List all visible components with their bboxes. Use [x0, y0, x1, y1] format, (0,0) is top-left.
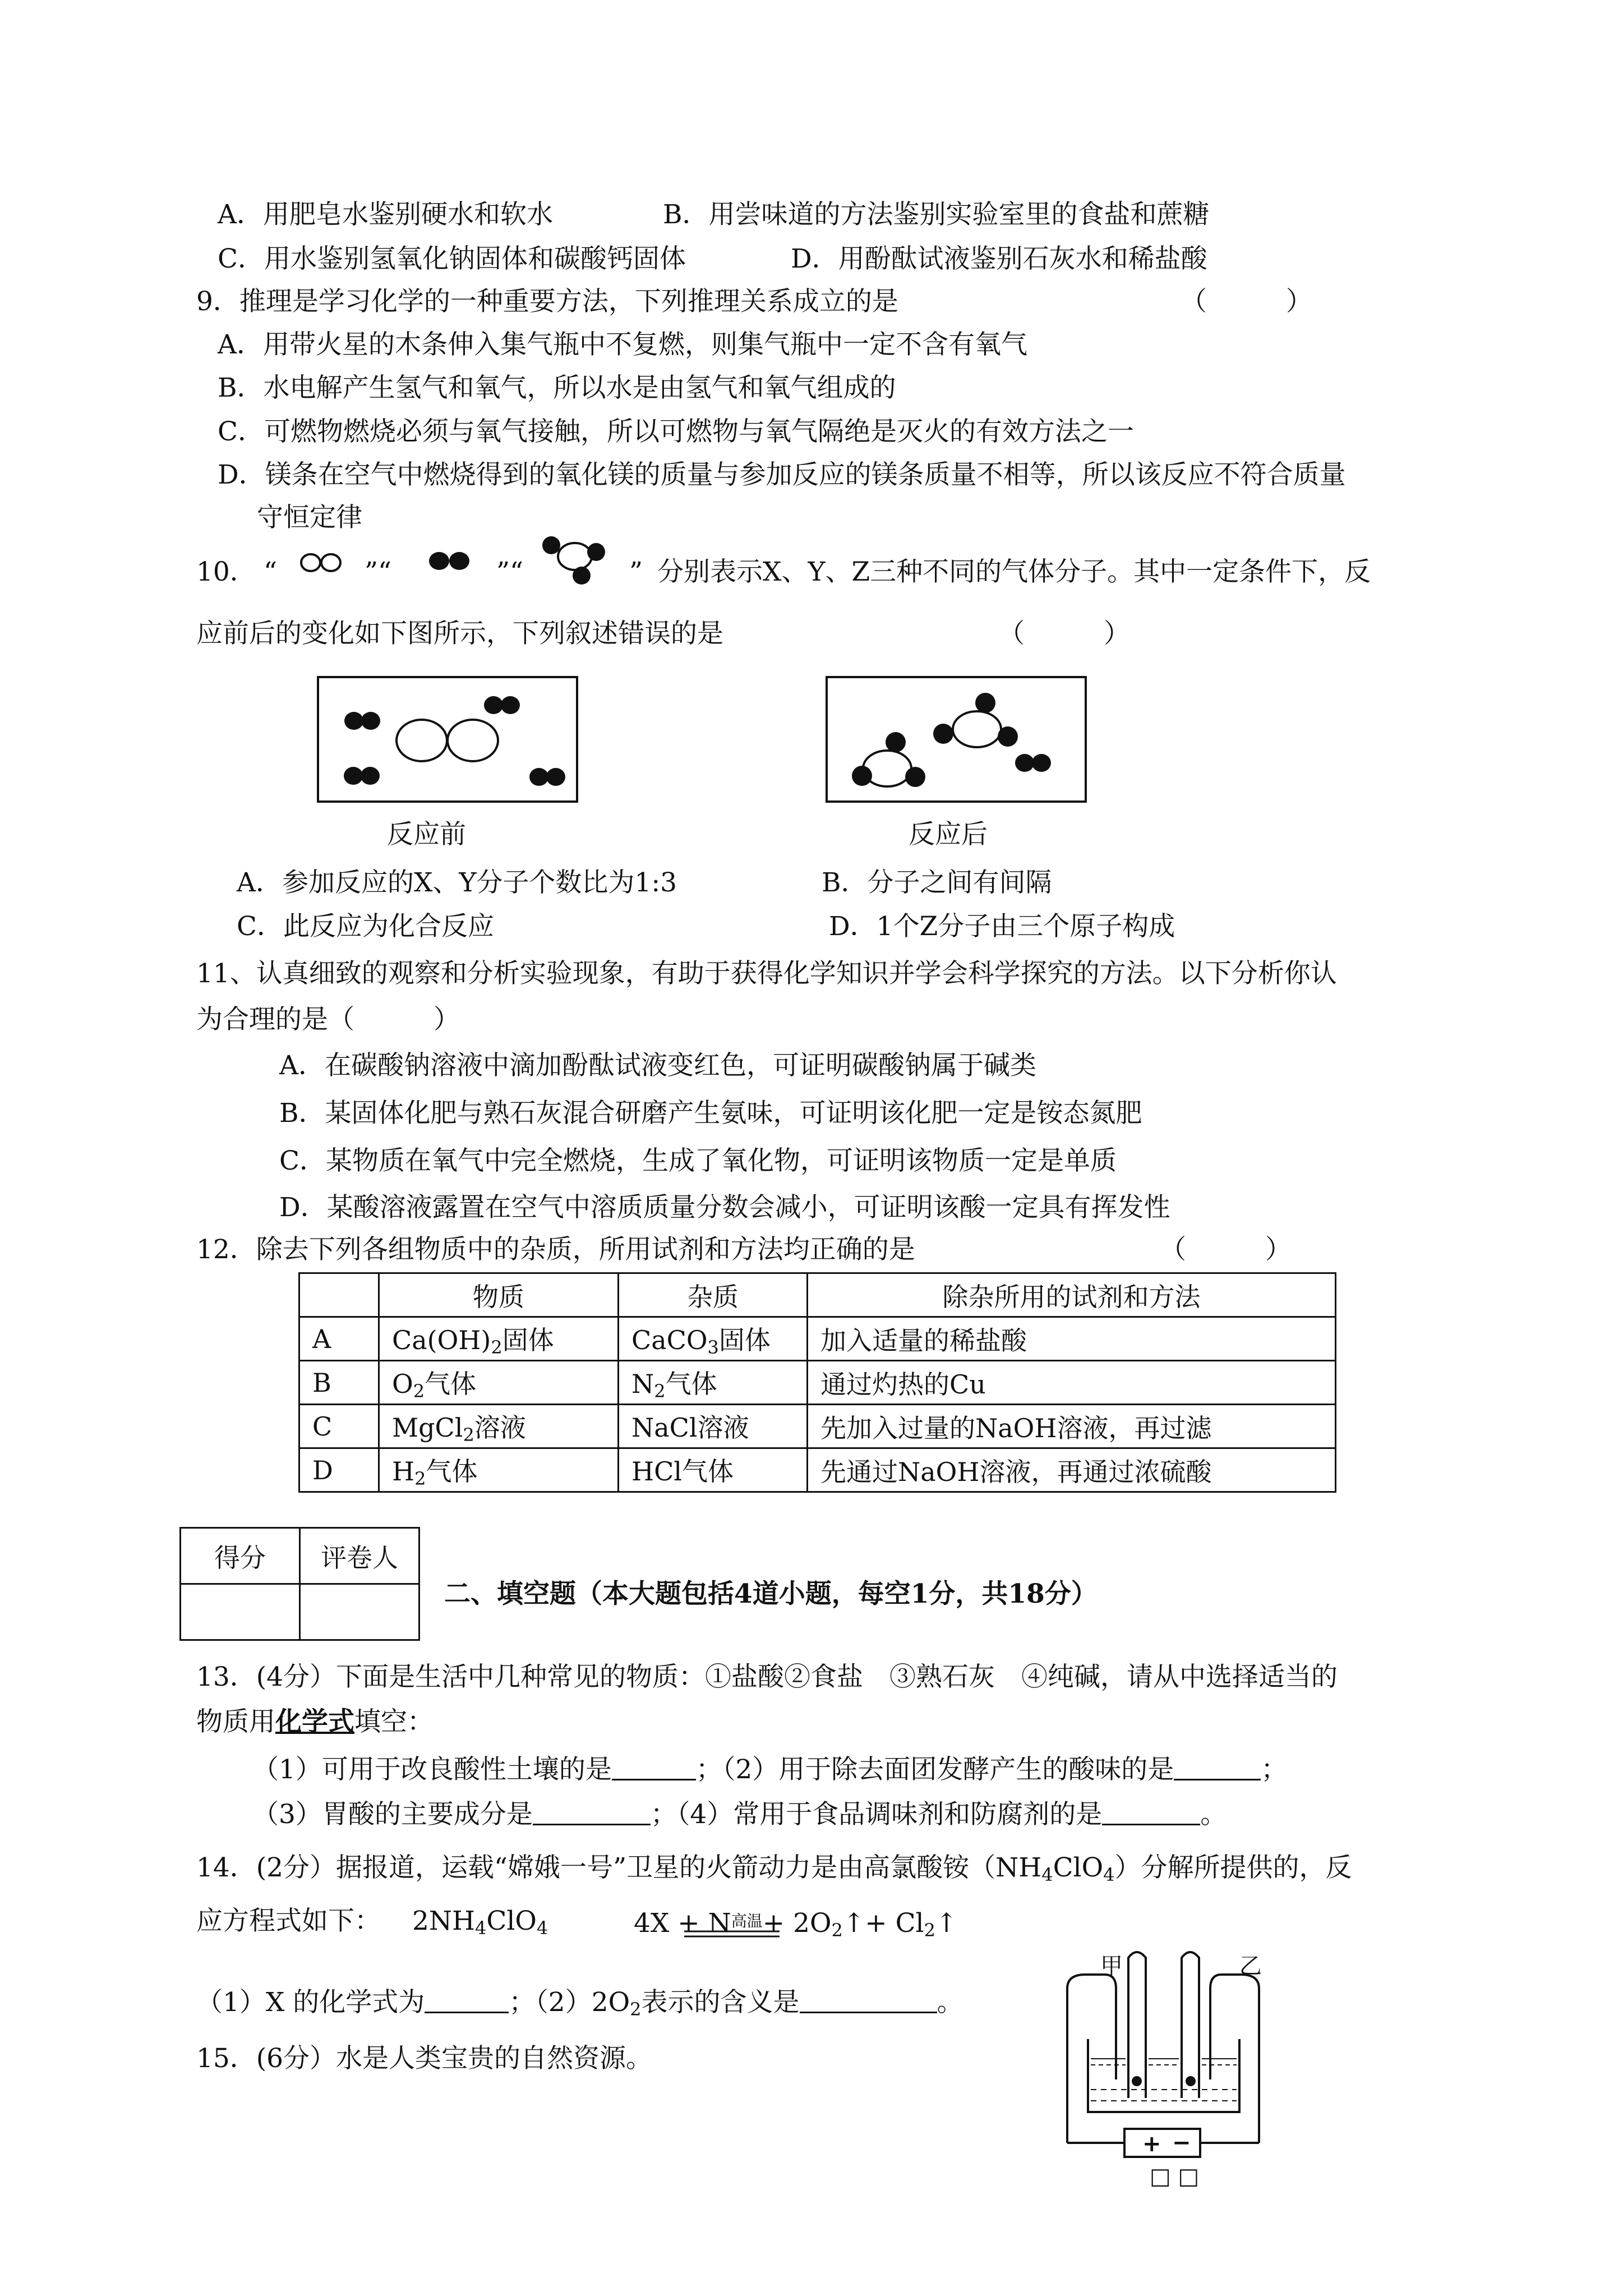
q11-option-d: D．某酸溶液露置在空气中溶质质量分数会减小，可证明该酸一定具有挥发性	[279, 1192, 1170, 1223]
q9-option-d-line2: 守恒定律	[257, 502, 362, 533]
q10-quote-open: “	[264, 556, 278, 587]
method-cell: 先加入过量的NaOH溶液，再过滤	[808, 1405, 1336, 1448]
score-box	[179, 1527, 420, 1641]
tube-label-yi: 乙	[1239, 1953, 1262, 1979]
q11-option-a: A．在碳酸钠溶液中滴加酚酞试液变红色，可证明碳酸钠属于碱类	[279, 1050, 1036, 1081]
impurity-cell: NaCl溶液	[619, 1405, 808, 1448]
q13-line2: （3）胃酸的主要成分是 ；（4）常用于食品调味剂和防腐剂的是 。	[252, 1799, 1227, 1830]
grader-label: 评卷人	[300, 1528, 419, 1584]
score-cell[interactable]	[181, 1584, 300, 1640]
answer-blank-6[interactable]	[800, 1989, 937, 2013]
substance-cell: $H_2$气体	[379, 1448, 619, 1492]
reaction-after-diagram	[826, 676, 1088, 804]
table-row	[299, 1448, 1336, 1492]
q14-stem-line2: 应方程式如下：	[196, 1906, 381, 1936]
q10-number: 10．	[196, 556, 256, 587]
q8-option-b: B．用尝味道的方法鉴别实验室里的食盐和蔗糖	[663, 199, 1210, 230]
equation-double-line	[684, 1930, 780, 1939]
q9-option-b: B．水电解产生氢气和氧气，所以水是由氢气和氧气组成的	[218, 372, 896, 403]
q10-option-a: A．参加反应的X、Y分子个数比为1:3	[237, 867, 677, 898]
q13-stem-line1: 13．(4分）下面是生活中几种常见的物质：①盐酸②食盐 ③熟石灰 ④纯碱，请从中选择适当的	[196, 1662, 1338, 1692]
score-label: 得分	[181, 1528, 300, 1584]
q8-option-c: C．用水鉴别氢氧化钠固体和碳酸钙固体	[218, 243, 686, 274]
q14-stem-line1: 14．(2分）据报道，运载“嫦娥一号”卫星的火箭动力是由高氯酸铵$(NH_4ClO_4)$分解所提供的，反	[196, 1852, 1352, 1885]
q15-stem: 15．(6分）水是人类宝贵的自然资源。	[196, 2043, 653, 2074]
q9-answer-paren: （ ）	[1181, 286, 1312, 317]
battery-minus: −	[1172, 2130, 1191, 2156]
answer-blank-1[interactable]	[612, 1756, 696, 1780]
caption-before: 反应前	[387, 819, 466, 850]
row-key: B	[299, 1361, 379, 1405]
equation-left: $2NH_4ClO_4$	[412, 1906, 548, 1939]
q10-option-d: D．1个Z分子由三个原子构成	[829, 911, 1175, 942]
table-row	[299, 1361, 1336, 1405]
x-molecule-icon	[296, 549, 347, 577]
impurity-cell: HCl气体	[619, 1448, 808, 1492]
tube-label-jia: 甲	[1100, 1953, 1123, 1979]
answer-blank-2[interactable]	[1174, 1756, 1261, 1780]
reaction-before-diagram	[317, 676, 579, 804]
q10-answer-paren: （ ）	[998, 618, 1130, 649]
answer-blank-3[interactable]	[533, 1801, 651, 1825]
q10-quote-close: ”	[629, 556, 643, 587]
q10-option-c: C．此反应为化合反应	[237, 911, 494, 942]
q12-stem: 12．除去下列各组物质中的杂质，所用试剂和方法均正确的是	[196, 1234, 915, 1265]
equation-right: $4X + N^{高温}+$ $2O_2↑+$ $Cl_2↑$	[634, 1908, 958, 1941]
impurity-cell: CaCO$_3$固体	[619, 1317, 808, 1361]
row-key: D	[299, 1448, 379, 1492]
substance-cell: $O_2$气体	[379, 1361, 619, 1405]
method-cell: 加入适量的稀盐酸	[808, 1317, 1336, 1361]
q9-stem: 9．推理是学习化学的一种重要方法，下列推理关系成立的是	[196, 286, 898, 317]
substance-cell: $Ca(OH)_2$固体	[379, 1317, 619, 1361]
q10-stem-line2: 应前后的变化如下图所示，下列叙述错误的是	[196, 618, 723, 649]
grader-cell[interactable]	[300, 1584, 419, 1640]
q10-stem-tail: 分别表示X、Y、Z三种不同的气体分子。其中一定条件下，反	[657, 556, 1371, 587]
impurity-table	[298, 1272, 1336, 1493]
table-header-cell	[299, 1273, 379, 1317]
q11-stem-line1: 11、认真细致的观察和分析实验现象，有助于获得化学知识并学会科学探究的方法。以下分析你认	[196, 958, 1337, 989]
q11-option-c: C．某物质在氧气中完全燃烧，生成了氧化物，可证明该物质一定是单质	[279, 1145, 1117, 1176]
q10-option-b: B．分子之间有间隔	[822, 867, 1052, 898]
q10-quote-mid2: ”“	[496, 556, 524, 587]
y-molecule-icon	[423, 547, 477, 575]
table-header-row	[299, 1273, 1336, 1317]
table-header-cell: 除杂所用的试剂和方法	[808, 1273, 1336, 1317]
q14-line3: （1）X 的化学式为 ；$(2)2O_2$表示的含义是 。	[196, 1987, 963, 2020]
substance-cell: MgCl$_2$溶液	[379, 1405, 619, 1448]
q8-option-a: A．用肥皂水鉴别硬水和软水	[218, 199, 553, 230]
q13-stem-line2: 物质用化学式填空：	[196, 1706, 434, 1737]
q9-option-a: A．用带火星的木条伸入集气瓶中不复燃，则集气瓶中一定不含有氧气	[218, 329, 1027, 360]
q8-option-d: D．用酚酞试液鉴别石灰水和稀盐酸	[791, 243, 1207, 274]
z-molecule-icon	[536, 532, 614, 588]
answer-blank-5[interactable]	[425, 1989, 509, 2013]
row-key: C	[299, 1405, 379, 1448]
apparatus-caption: □ □	[1150, 2164, 1200, 2189]
method-cell: 通过灼热的Cu	[808, 1361, 1336, 1405]
q10-quote-mid1: ”“	[365, 556, 392, 587]
table-row	[299, 1317, 1336, 1361]
q11-option-b: B．某固体化肥与熟石灰混合研磨产生氨味，可证明该化肥一定是铵态氮肥	[279, 1098, 1142, 1129]
q11-stem-line2: 为合理的是（ ）	[196, 1004, 460, 1035]
table-header-cell: 杂质	[619, 1273, 808, 1317]
q13-line1: （1）可用于改良酸性土壤的是 ；（2）用于除去面团发酵产生的酸味的是 ；	[252, 1754, 1288, 1785]
electrolysis-apparatus-diagram	[1063, 1932, 1265, 2174]
battery-plus: +	[1142, 2131, 1161, 2157]
section-title: 二、填空题（本大题包括4道小题，每空1分，共18分）	[444, 1579, 1098, 1609]
method-cell: 先通过NaOH溶液，再通过浓硫酸	[808, 1448, 1336, 1492]
impurity-cell: $N_2$气体	[619, 1361, 808, 1405]
emphasis-chemical-formula: 化学式	[275, 1706, 354, 1737]
answer-blank-4[interactable]	[1102, 1801, 1200, 1825]
q9-option-d-line1: D．镁条在空气中燃烧得到的氧化镁的质量与参加反应的镁条质量不相等，所以该反应不符合质量	[218, 459, 1346, 490]
caption-after: 反应后	[909, 819, 988, 850]
row-key: A	[299, 1317, 379, 1361]
table-row	[299, 1405, 1336, 1448]
q9-option-c: C．可燃物燃烧必须与氧气接触，所以可燃物与氧气隔绝是灭火的有效方法之一	[218, 416, 1134, 447]
table-header-cell: 物质	[379, 1273, 619, 1317]
q12-answer-paren: （ ）	[1160, 1234, 1292, 1265]
